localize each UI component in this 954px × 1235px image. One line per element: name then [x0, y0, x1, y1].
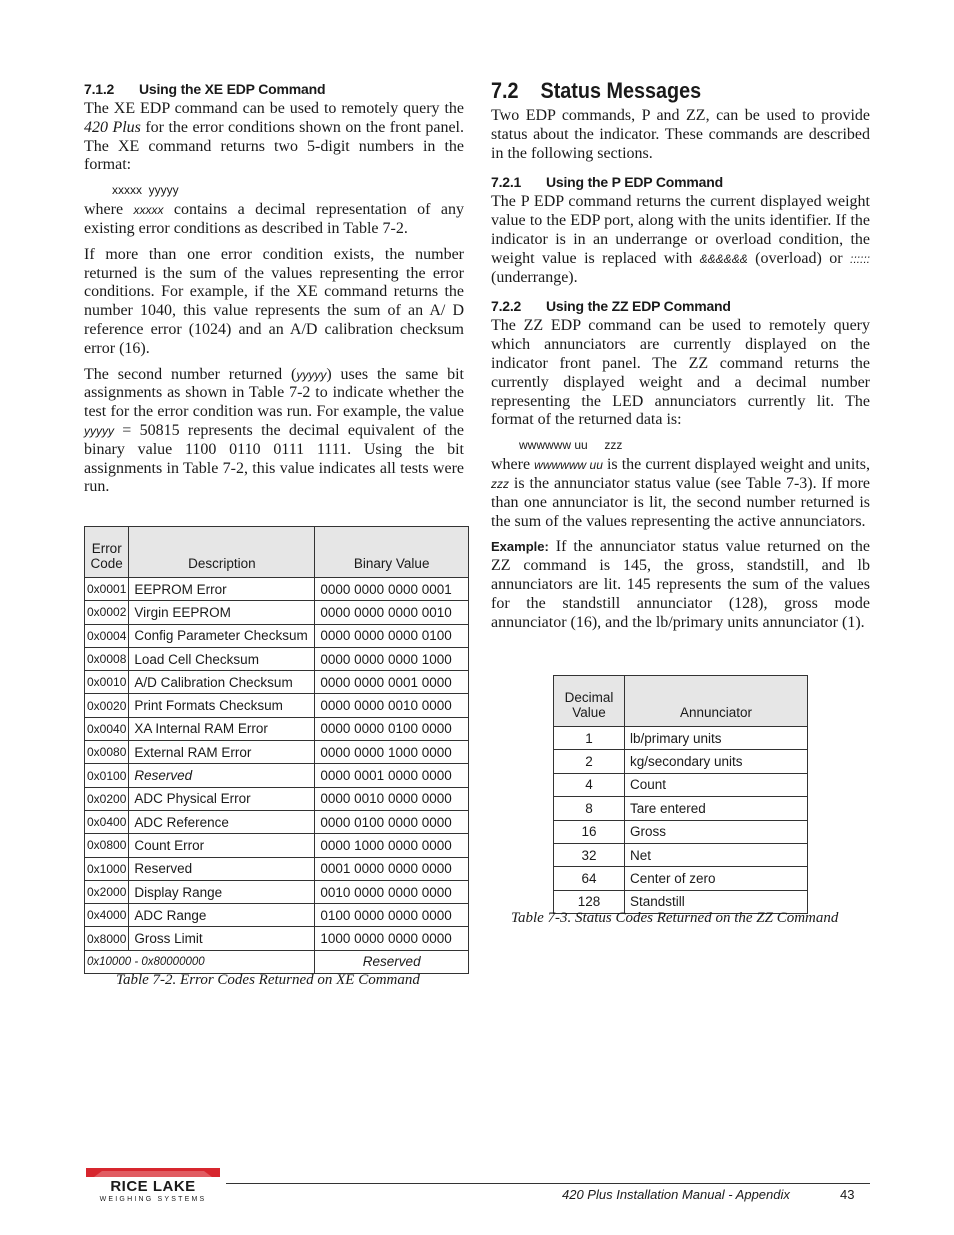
table-row	[85, 694, 469, 717]
description-cell: Display Range	[129, 880, 315, 903]
description-cell: External RAM Error	[129, 741, 315, 764]
text: (underrange).	[491, 268, 578, 286]
error-code-cell: 0x0004	[85, 624, 129, 647]
text: is the annunciator status value (see Table 7-3). If more than one annunciator is lit, the second number returned is the sum of the values representing the active annunciators.	[491, 474, 870, 530]
text: contains a decimal representation of any existing error conditions as described in Table 7-2.	[84, 201, 464, 237]
annunciator-cell: Count	[625, 773, 808, 796]
description-cell: ADC Range	[129, 904, 315, 927]
page-number: 43	[840, 1187, 855, 1202]
heading-title: Using the P EDP Command	[546, 174, 723, 191]
annunciator-cell: Gross	[625, 820, 808, 843]
var-xxxxx: xxxxx	[133, 203, 164, 218]
table-row	[85, 810, 469, 833]
heading-number: 7.2.1	[491, 174, 522, 191]
binary-value-cell: 0000 0000 0000 0010	[315, 601, 469, 624]
binary-value-cell: 0000 0000 0100 0000	[315, 717, 469, 740]
overload-symbol: &&&&&&	[699, 251, 748, 266]
annunciator-table	[553, 675, 808, 914]
var-wwwwww-uu: wwwwww uu	[534, 458, 603, 473]
error-code-cell: 0x0080	[85, 741, 129, 764]
binary-value-cell: 1000 0000 0000 0000	[315, 927, 469, 950]
binary-value-cell: 0000 1000 0000 0000	[315, 834, 469, 857]
table-row	[554, 867, 808, 890]
table-row	[554, 820, 808, 843]
zz-where-paragraph	[491, 456, 870, 531]
section-heading-7-1-2	[84, 80, 464, 98]
error-code-cell: 0x0400	[85, 810, 129, 833]
error-code-range-cell: 0x10000 - 0x80000000	[85, 950, 315, 973]
description-cell: Reserved	[129, 857, 315, 880]
header-description: Description	[129, 527, 315, 578]
heading-number: 7.2.2	[491, 298, 522, 315]
text: The second number returned (	[84, 365, 297, 383]
description-cell: EEPROM Error	[129, 578, 315, 601]
footer-rule	[226, 1183, 870, 1184]
binary-value-cell: 0100 0000 0000 0000	[315, 904, 469, 927]
annunciator-cell: Tare entered	[625, 797, 808, 820]
error-code-cell: 0x8000	[85, 927, 129, 950]
table-row	[554, 843, 808, 866]
error-code-cell: 0x0200	[85, 787, 129, 810]
table-row	[85, 578, 469, 601]
binary-value-cell: 0000 0000 0001 0000	[315, 671, 469, 694]
right-column	[491, 78, 870, 632]
p-command-paragraph	[491, 193, 870, 287]
annunciator-cell: kg/secondary units	[625, 750, 808, 773]
heading-title: Status Messages	[540, 78, 702, 103]
xe-where-paragraph	[84, 201, 464, 239]
table-row	[85, 834, 469, 857]
description-cell: ADC Physical Error	[129, 787, 315, 810]
annunciator-cell: Standstill	[625, 890, 808, 913]
xe-format: xxxxx yyyyy	[112, 183, 179, 198]
text: is the current displayed weight and units,	[602, 456, 870, 474]
text: where	[491, 456, 535, 474]
status-intro-paragraph: Two EDP commands, P and ZZ, can be used to provide status about the indicator. These commands are described in the following sections.	[491, 107, 870, 162]
decimal-value-cell: 2	[554, 750, 625, 773]
text: for the error conditions shown on the front panel. The XE command returns two 5-digit numbers in the format:	[84, 118, 465, 174]
description-cell: Count Error	[129, 834, 315, 857]
product-name: 420 Plus	[84, 118, 141, 136]
error-code-cell: 0x0001	[85, 578, 129, 601]
xe-sum-paragraph: If more than one error condition exists, the number returned is the sum of the values representing the error conditions. For example, if the XE command returns the number 1040, this value represents the sum of an A/ D reference error (1024) and an A/D calibration checksum error (16).	[84, 245, 464, 357]
heading-number: 7.2	[491, 78, 519, 103]
binary-value-cell: 0000 0000 1000 0000	[315, 741, 469, 764]
binary-value-cell: 0010 0000 0000 0000	[315, 880, 469, 903]
decimal-value-cell: 8	[554, 797, 625, 820]
table-header-row	[554, 676, 808, 727]
header-decimal-value: Decimal Value	[554, 676, 625, 727]
table-row	[85, 647, 469, 670]
heading-number: 7.1.2	[84, 81, 115, 97]
table-row	[85, 717, 469, 740]
decimal-value-cell: 1	[554, 727, 625, 750]
description-cell: Gross Limit	[129, 927, 315, 950]
binary-value-cell: 0000 0001 0000 0000	[315, 764, 469, 787]
var-zzz: zzz	[491, 476, 509, 491]
reserved-cell: Reserved	[315, 950, 469, 973]
section-heading-7-2-1	[491, 173, 870, 191]
text: (overload) or	[747, 249, 850, 267]
description-cell: XA Internal RAM Error	[129, 717, 315, 740]
table-row	[554, 797, 808, 820]
rice-lake-logo	[86, 1168, 220, 1204]
table-row	[554, 750, 808, 773]
logo-text: RICE LAKE	[110, 1178, 196, 1195]
table-row	[554, 727, 808, 750]
description-cell: ADC Reference	[129, 810, 315, 833]
decimal-value-cell: 4	[554, 773, 625, 796]
logo-swoosh	[94, 1171, 212, 1177]
text: The P EDP command returns the current displayed weight value to the EDP port, along with the units identifier. If the indicator is in an underrange or overload condition, the weight value is replaced with	[491, 193, 870, 267]
binary-value-cell: 0001 0000 0000 0000	[315, 857, 469, 880]
binary-value-cell: 0000 0000 0000 0001	[315, 578, 469, 601]
text: If the annunciator status value returned on the ZZ command is 145, the gross, standstill, and lb annunciators are lit. 145 represents the sum of the values for the standstill annunciator (128), gross mode annunciator (16), and the lb/primary units annunciator (1).	[491, 538, 870, 631]
annunciator-cell: Net	[625, 843, 808, 866]
table-row	[85, 671, 469, 694]
section-heading-7-2	[491, 78, 832, 104]
text: where	[84, 201, 134, 219]
binary-value-cell: 0000 0000 0000 0100	[315, 624, 469, 647]
var-yyyyy: yyyyy	[84, 423, 114, 438]
error-codes-table	[84, 526, 469, 974]
header-annunciator: Annunciator	[625, 676, 808, 727]
text: The XE EDP command can be used to remotely query the	[84, 100, 464, 117]
annunciator-cell: lb/primary units	[625, 727, 808, 750]
table-row	[85, 624, 469, 647]
text: ) uses the same bit assignments as shown in Table 7-2 to indicate whether the test for the error condition was run. For example, the value	[84, 365, 464, 421]
var-yyyyy: yyyyy	[296, 367, 327, 382]
logo-subtext: WEIGHING SYSTEMS	[99, 1196, 207, 1203]
error-code-cell: 0x0002	[85, 601, 129, 624]
manual-title: 420 Plus Installation Manual - Appendix	[562, 1187, 790, 1202]
table-row	[85, 857, 469, 880]
table-header-row	[85, 527, 469, 578]
table-row	[85, 787, 469, 810]
table-row	[85, 764, 469, 787]
description-cell: A/D Calibration Checksum	[129, 671, 315, 694]
description-cell: Reserved	[129, 764, 315, 787]
section-heading-7-2-2	[491, 297, 870, 315]
error-code-cell: 0x2000	[85, 880, 129, 903]
table-row	[85, 904, 469, 927]
binary-value-cell: 0000 0000 0010 0000	[315, 694, 469, 717]
heading-title: Using the ZZ EDP Command	[546, 298, 731, 315]
binary-value-cell: 0000 0000 0000 1000	[315, 647, 469, 670]
error-code-cell: 0x4000	[85, 904, 129, 927]
description-cell: Config Parameter Checksum	[129, 624, 315, 647]
table-row	[85, 601, 469, 624]
left-column	[84, 78, 464, 497]
header-binary-value: Binary Value	[315, 527, 469, 578]
zz-intro-paragraph: The ZZ EDP command can be used to remotely query which annunciators are currently displayed on the indicator front panel. The ZZ command returns the currently displayed weight and a decimal number representing the LED annunciators currently lit. The format of the returned data is:	[491, 317, 870, 429]
error-code-cell: 0x1000	[85, 857, 129, 880]
error-code-cell: 0x0040	[85, 717, 129, 740]
xe-intro-paragraph	[84, 100, 464, 175]
table-row	[85, 880, 469, 903]
error-code-cell: 0x0100	[85, 764, 129, 787]
underrange-symbol: ::::::	[849, 251, 870, 266]
binary-value-cell: 0000 0100 0000 0000	[315, 810, 469, 833]
text: = 50815 represents the decimal equivalent of the binary value 1100 0110 0111 1111. Using the bit assignments in Table 7-2, this value indicates all tests were run.	[84, 421, 464, 496]
decimal-value-cell: 32	[554, 843, 625, 866]
error-code-cell: 0x0008	[85, 647, 129, 670]
decimal-value-cell: 128	[554, 890, 625, 913]
heading-title: Using the XE EDP Command	[139, 81, 326, 97]
description-cell: Print Formats Checksum	[129, 694, 315, 717]
xe-second-number-paragraph	[84, 366, 464, 498]
annunciator-cell: Center of zero	[625, 867, 808, 890]
table-row	[85, 927, 469, 950]
error-codes-body	[85, 578, 469, 974]
table-row	[85, 741, 469, 764]
decimal-value-cell: 64	[554, 867, 625, 890]
description-cell: Virgin EEPROM	[129, 601, 315, 624]
example-label: Example:	[491, 539, 549, 555]
table-7-3-caption: Table 7-3. Status Codes Returned on the ZZ Command	[511, 910, 839, 926]
table-7-2-caption: Table 7-2. Error Codes Returned on XE Command	[116, 972, 420, 988]
table-row-reserved-range	[85, 950, 469, 973]
zz-format: wwwwww uu zzz	[519, 438, 623, 453]
binary-value-cell: 0000 0010 0000 0000	[315, 787, 469, 810]
description-cell: Load Cell Checksum	[129, 647, 315, 670]
decimal-value-cell: 16	[554, 820, 625, 843]
example-paragraph	[491, 538, 870, 632]
error-code-cell: 0x0800	[85, 834, 129, 857]
error-code-cell: 0x0010	[85, 671, 129, 694]
table-row	[554, 773, 808, 796]
error-code-cell: 0x0020	[85, 694, 129, 717]
annunciator-body	[554, 727, 808, 914]
header-error-code: Error Code	[85, 527, 129, 578]
